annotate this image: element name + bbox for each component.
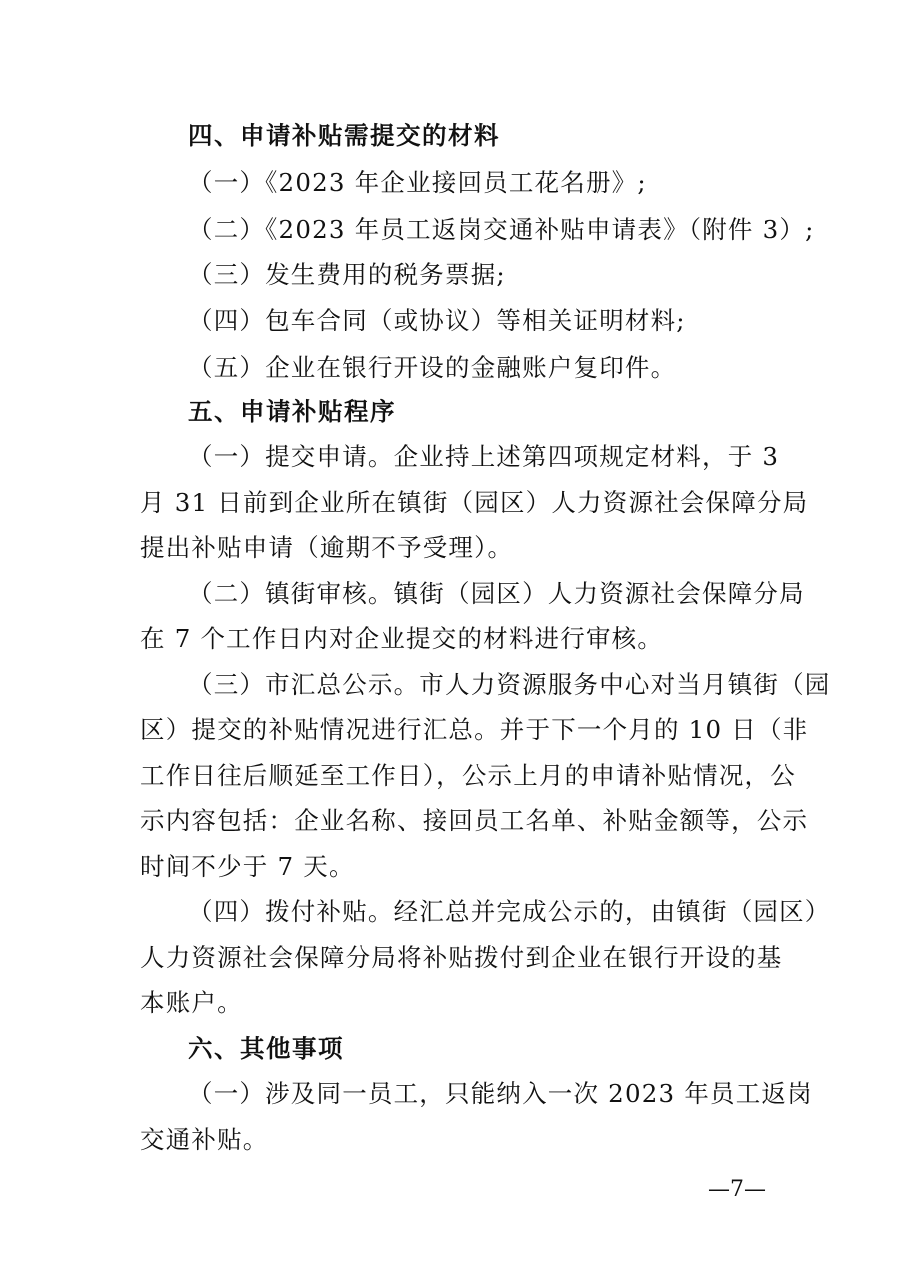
paragraph-line: （三）市汇总公示。市人力资源服务中心对当月镇街（园 [188,670,831,699]
paragraph-line: （四）包车合同（或协议）等相关证明材料; [188,306,686,335]
paragraph-line: （二）《2023 年员工返岗交通补贴申请表》（附件 3）; [188,215,815,244]
paragraph-line: 月 31 日前到企业所在镇街（园区）人力资源社会保障分局 [140,488,809,517]
paragraph-line: （一）提交申请。企业持上述第四项规定材料，于 3 [188,442,780,471]
section-heading-4: 四、申请补贴需提交的材料 [188,121,500,150]
paragraph-line: （五）企业在银行开设的金融账户复印件。 [188,353,677,382]
paragraph-line: 提出补贴申请（逾期不予受理）。 [140,533,514,562]
paragraph-line: （一）《2023 年企业接回员工花名册》; [188,168,647,197]
paragraph-line: （二）镇街审核。镇街（园区）人力资源社会保障分局 [188,579,805,608]
paragraph-line: 本账户。 [140,988,243,1017]
paragraph-line: 示内容包括：企业名称、接回员工名单、补贴金额等，公示 [140,806,809,835]
paragraph-line: 交通补贴。 [140,1125,269,1154]
section-heading-6: 六、其他事项 [188,1034,344,1063]
page-number: —7— [708,1177,766,1202]
section-heading-5: 五、申请补贴程序 [188,397,396,426]
paragraph-line: （三）发生费用的税务票据; [188,260,506,289]
paragraph-line: 人力资源社会保障分局将补贴拨付到企业在银行开设的基 [140,943,783,972]
paragraph-line: 工作日往后顺延至工作日），公示上月的申请补贴情况，公 [140,761,796,790]
paragraph-line: 在 7 个工作日内对企业提交的材料进行审核。 [140,624,664,653]
paragraph-line: （四）拨付补贴。经汇总并完成公示的，由镇街（园区） [188,897,831,926]
paragraph-line: 时间不少于 7 天。 [140,852,355,881]
paragraph-line: （一）涉及同一员工，只能纳入一次 2023 年员工返岗 [188,1079,813,1108]
paragraph-line: 区）提交的补贴情况进行汇总。并于下一个月的 10 日（非 [140,715,809,744]
